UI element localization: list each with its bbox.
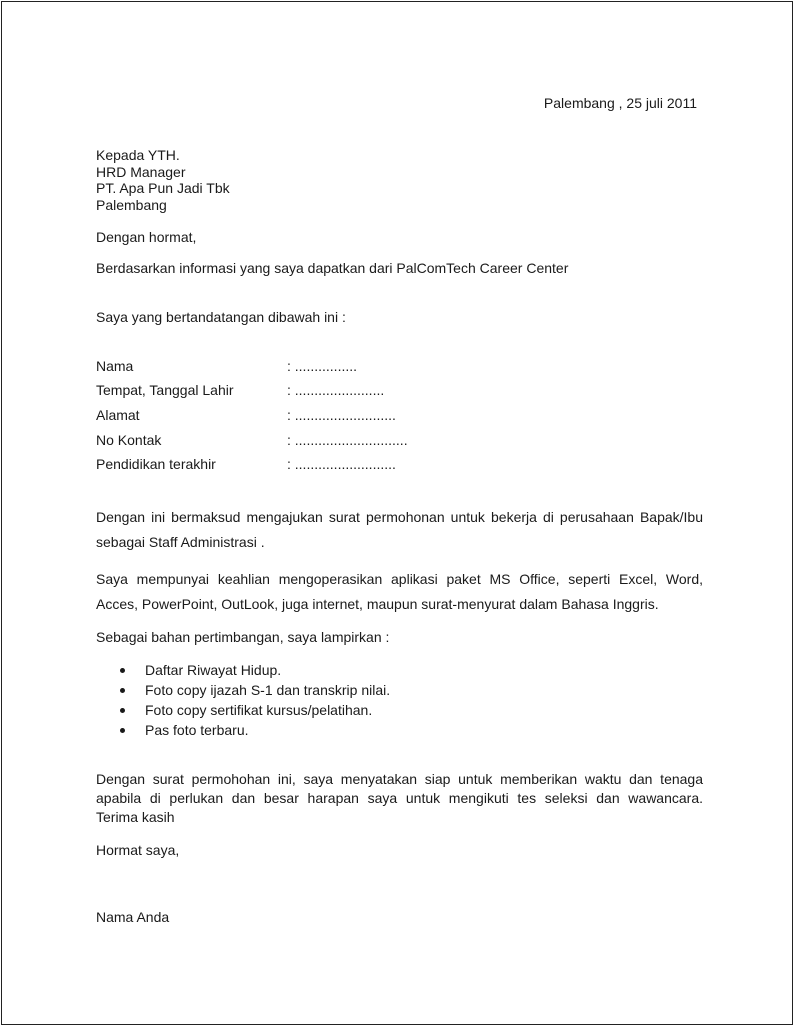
closing-paragraph (96, 770, 703, 827)
signer-name: Nama Anda (96, 909, 170, 925)
undersigned-text: Saya yang bertandatangan dibawah ini : (96, 309, 346, 325)
attachments-list (96, 660, 390, 740)
field-value: : ............................. (287, 432, 408, 448)
field-label: Pendidikan terakhir (96, 456, 216, 472)
recipient-line: Kepada YTH. (96, 147, 180, 163)
attachments-intro: Sebagai bahan pertimbangan, saya lampirkan : (96, 629, 390, 645)
skills-paragraph (96, 567, 703, 617)
list-item: Foto copy ijazah S-1 dan transkrip nilai. (96, 680, 390, 700)
paragraph-line: Saya mempunyai keahlian mengoperasikan aplikasi paket MS Office, seperti Excel, Word, (96, 571, 703, 587)
recipient-address (96, 147, 230, 213)
recipient-line: Palembang (96, 196, 167, 213)
paragraph-line: sebagai Staff Administrasi . (96, 534, 265, 550)
field-value: : ................ (287, 358, 358, 374)
purpose-paragraph (96, 505, 703, 555)
paragraph-line: Dengan surat permohohan ini, saya menyatakan siap untuk memberikan waktu dan tenaga (96, 771, 703, 787)
field-label: Alamat (96, 407, 140, 423)
paragraph-line: Terima kasih (96, 809, 175, 825)
field-value: : .......................... (287, 407, 396, 423)
recipient-line: PT. Apa Pun Jadi Tbk (96, 180, 230, 196)
field-value: : ....................... (287, 382, 385, 398)
list-item: Foto copy sertifikat kursus/pelatihan. (96, 700, 390, 720)
greeting: Dengan hormat, (96, 229, 197, 245)
sign-off: Hormat saya, (96, 842, 180, 858)
list-item: Daftar Riwayat Hidup. (96, 660, 390, 680)
paragraph-line: Dengan ini bermaksud mengajukan surat permohonan untuk bekerja di perusahaan Bapak/Ibu (96, 509, 703, 525)
field-label: Nama (96, 358, 134, 374)
recipient-line: HRD Manager (96, 163, 186, 180)
intro-text: Berdasarkan informasi yang saya dapatkan dari PalComTech Career Center (96, 260, 569, 276)
paragraph-line: apabila di perlukan dan besar harapan saya untuk mengikuti tes seleksi dan wawancara. (96, 790, 703, 806)
list-item: Pas foto terbaru. (96, 720, 390, 740)
letter-page (1, 1, 793, 1025)
letter-date: Palembang , 25 juli 2011 (543, 95, 697, 111)
field-label: No Kontak (96, 432, 162, 448)
field-label: Tempat, Tanggal Lahir (96, 382, 234, 398)
field-value: : .......................... (287, 456, 396, 472)
paragraph-line: Acces, PowerPoint, OutLook, juga internet, maupun surat-menyurat dalam Bahasa Inggris. (96, 596, 659, 612)
